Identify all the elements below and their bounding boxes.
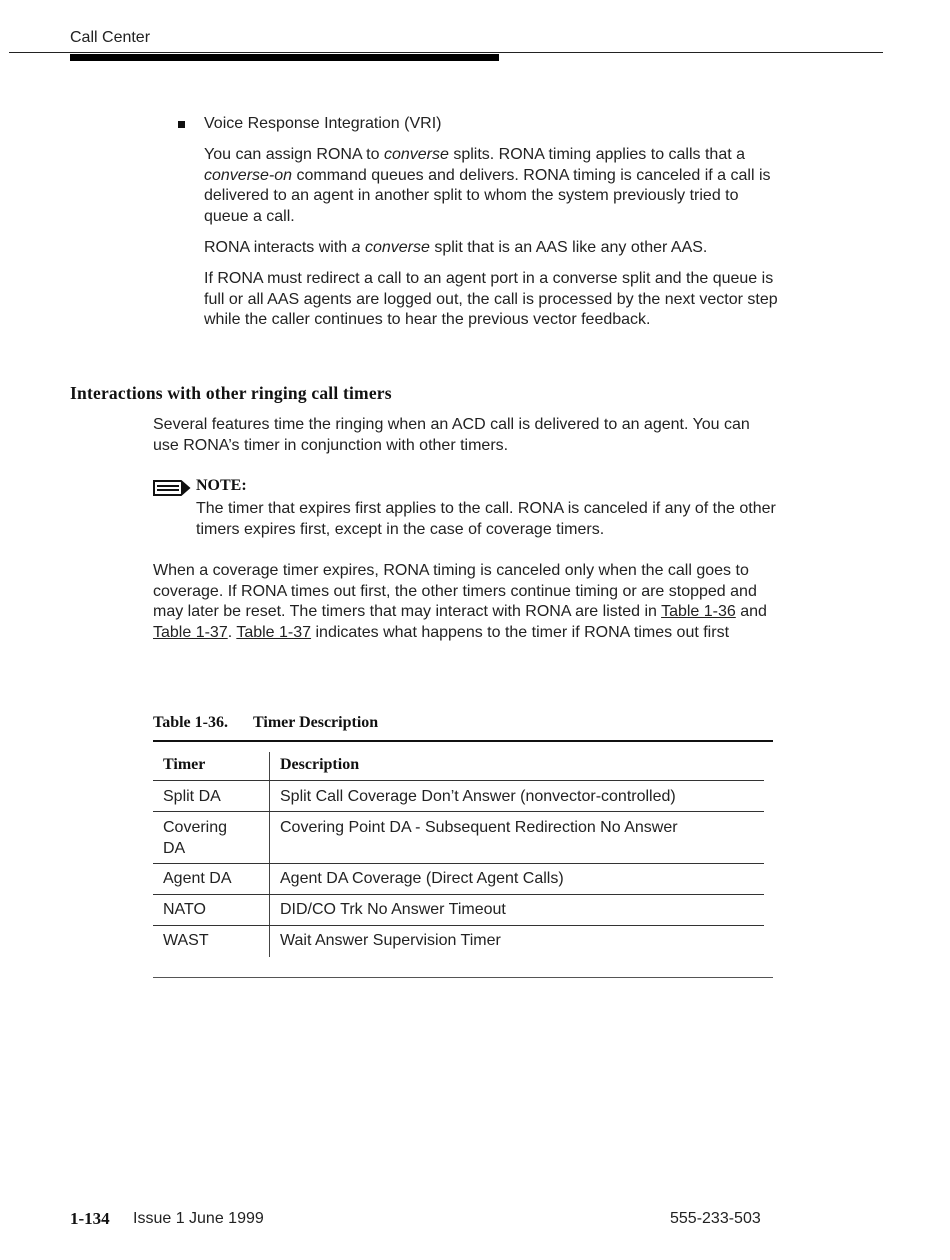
- table-caption-title: Timer Description: [253, 714, 379, 731]
- body-text-c: .: [227, 623, 237, 641]
- vri-p1-text-a: You can assign RONA to: [204, 146, 384, 163]
- section-body: [153, 561, 778, 643]
- vri-p1-em-converse: converse: [383, 146, 449, 163]
- body-text-b: and: [735, 603, 767, 620]
- table-header-description: Description: [280, 756, 360, 773]
- vri-p2-text-a: RONA interacts with: [204, 239, 352, 256]
- bullet-icon: [178, 121, 185, 128]
- table-header-rule: [153, 780, 764, 781]
- table-header-timer: Timer: [163, 756, 206, 773]
- table-1-36-link[interactable]: Table 1-36: [661, 603, 736, 620]
- vri-p2-em: a converse: [351, 239, 430, 256]
- table-cell-timer: NATO: [163, 901, 206, 918]
- bullet-title: Voice Response Integration (VRI): [204, 115, 442, 132]
- table-cell-timer: WAST: [163, 932, 209, 949]
- header-rule-thick: [70, 54, 499, 61]
- table-column-divider: [269, 752, 270, 957]
- table-top-rule: [153, 740, 773, 742]
- table-cell-description: DID/CO Trk No Answer Timeout: [280, 901, 506, 918]
- table-row-rule: [153, 863, 764, 864]
- table-bottom-rule: [153, 977, 773, 978]
- body-text-d: indicates what happens to the timer if RONA times out first: [311, 623, 730, 641]
- table-caption: [153, 714, 378, 732]
- table-row-rule: [153, 894, 764, 895]
- table-cell-timer: Agent DA: [163, 870, 232, 887]
- note-text: The timer that expires first applies to the call. RONA is canceled if any of the other timers expires first, except in the case of coverage timers.: [196, 500, 776, 538]
- table-cell-timer: Split DA: [163, 788, 221, 805]
- table-cell-description: Agent DA Coverage (Direct Agent Calls): [280, 870, 564, 887]
- vri-p2-text-b: split that is an AAS like any other AAS.: [429, 239, 708, 256]
- footer-page-number: 1-134: [70, 1209, 110, 1228]
- vri-paragraph-2: [204, 238, 784, 259]
- vri-p1-em-converse-on: converse-on: [204, 166, 293, 184]
- table-row-rule: [153, 925, 764, 926]
- body-text-a: When a coverage timer expires, RONA timing is canceled only when the call goes to coverage. If RONA times out first, the other timers continue timing or are stopped and may later be reset. The timers that may interact with RONA are listed in: [153, 562, 757, 620]
- running-head: Call Center: [70, 29, 151, 46]
- table-1-37-link-second[interactable]: Table 1-37: [236, 623, 312, 641]
- table-cell-description: Covering Point DA - Subsequent Redirection No Answer: [280, 819, 678, 836]
- vri-p1-text-b: splits. RONA timing applies to calls that a: [448, 146, 746, 163]
- vri-paragraph-3: If RONA must redirect a call to an agent port in a converse split and the queue is full or all AAS agents are logged out, the call is processed by the next vector step while the caller continues to hear the previous vector feedback.: [204, 270, 778, 328]
- table-row-rule: [153, 811, 764, 812]
- footer-doc-number: 555-233-503: [670, 1210, 761, 1227]
- table-caption-number: Table 1-36.: [153, 714, 228, 731]
- note-pencil-icon: [153, 478, 191, 498]
- table-cell-description: Split Call Coverage Don’t Answer (nonvector-controlled): [280, 788, 676, 805]
- table-cell-timer: Covering DA: [163, 819, 228, 857]
- note-label: NOTE:: [196, 477, 247, 494]
- table-cell-description: Wait Answer Supervision Timer: [280, 932, 501, 949]
- vri-p1-text-c: command queues and delivers. RONA timing is canceled if a call is delivered to an agent in another split to whom the system previously tried to queue a call.: [204, 166, 771, 225]
- section-intro: Several features time the ringing when an ACD call is delivered to an agent. You can use RONA’s timer in conjunction with other timers.: [153, 416, 750, 454]
- section-heading: Interactions with other ringing call timers: [70, 383, 392, 403]
- header-rule-thin: [9, 52, 883, 53]
- table-1-37-link[interactable]: Table 1-37: [153, 623, 228, 641]
- footer-issue: Issue 1 June 1999: [133, 1210, 264, 1227]
- vri-paragraph-1: [204, 145, 779, 227]
